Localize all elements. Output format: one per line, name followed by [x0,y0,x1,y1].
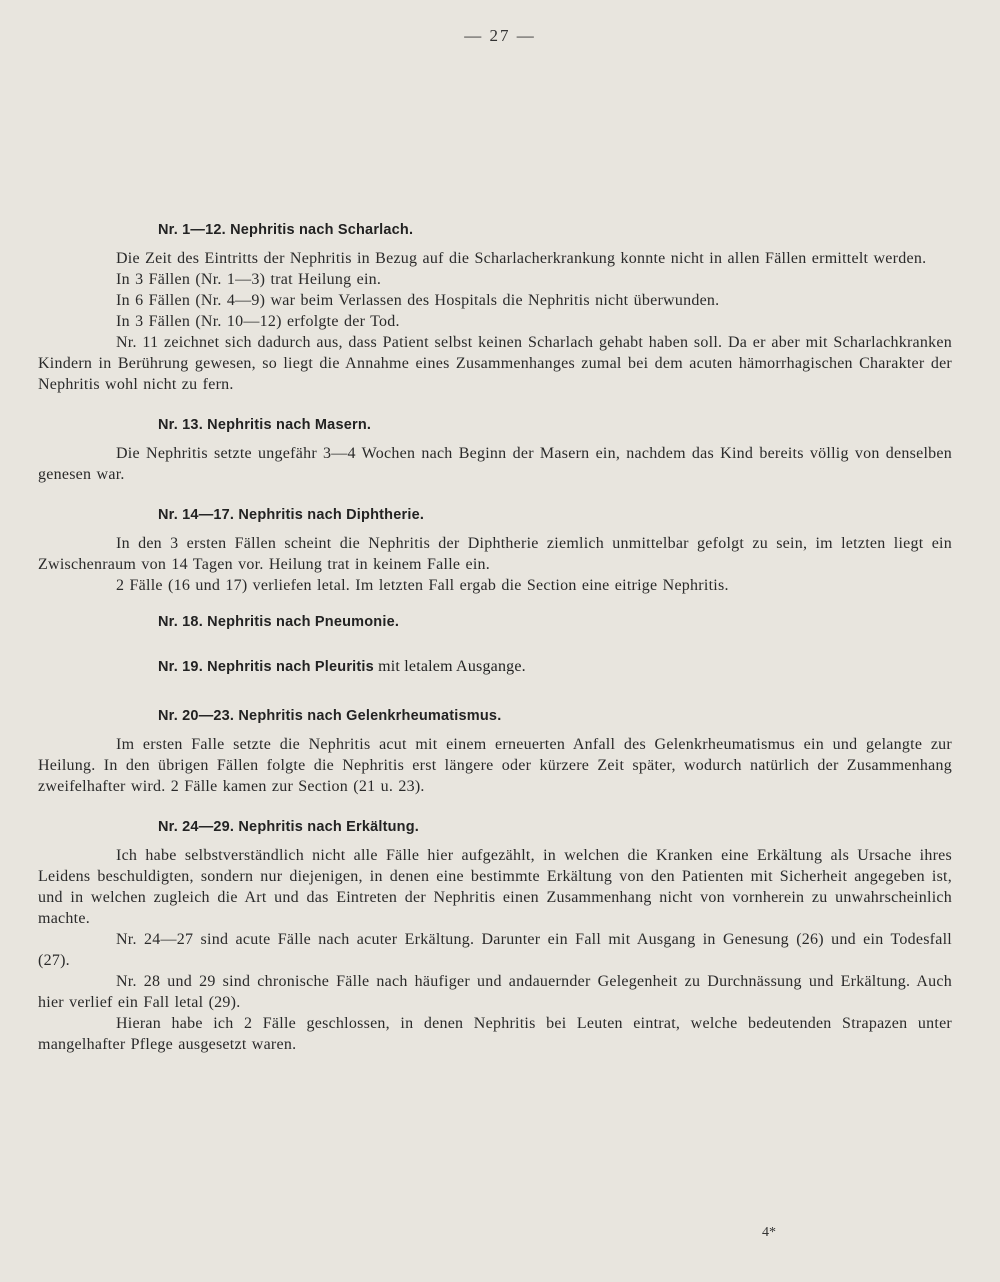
paragraph: Die Zeit des Eintritts der Nephritis in Bezug auf die Scharlacherkrankung konnte nicht in allen Fällen ermittelt werden. [116,250,927,267]
paragraph: Im ersten Falle setzte die Nephritis acut mit einem erneuerten Anfall des Gelenkrheumatismus ein und gelangte zur Heilung. In den übrigen Fällen folgte die Nephritis erst längere oder kürzere Zeit später, wodurch natürlich der Zusammenhang zweifelhafter wird. 2 Fälle kamen zur Section (21 u. 23). [38,736,952,795]
main-text [38,222,952,1055]
paragraph: Nr. 24—27 sind acute Fälle nach acuter Erkältung. Darunter ein Fall mit Ausgang in Genesung (26) und ein Todesfall (27). [38,931,952,969]
section-heading: Nr. 13. Nephritis nach Masern. [158,417,372,433]
spacer [38,686,952,708]
section-heading-rest: mit letalem Ausgange. [373,658,526,675]
section-heading: Nr. 24—29. Nephritis nach Erkältung. [158,819,420,835]
paragraph: In 6 Fällen (Nr. 4—9) war beim Verlassen des Hospitals die Nephritis nicht überwunden. [116,292,720,309]
spacer [38,797,952,819]
signature-mark: 4* [762,1225,776,1240]
paragraph: 2 Fälle (16 und 17) verliefen letal. Im letzten Fall ergab die Section eine eitrige Nephritis. [116,577,729,594]
spacer [38,596,952,614]
page-number: — 27 — [464,26,536,45]
paragraph: Hieran habe ich 2 Fälle geschlossen, in denen Nephritis bei Leuten eintrat, welche bedeutenden Strapazen unter mangelhafter Pflege ausgesetzt waren. [38,1015,952,1053]
spacer [38,640,952,658]
section-heading-bold: Nr. 19. Nephritis nach Pleuritis [158,659,374,675]
paragraph: In 3 Fällen (Nr. 1—3) trat Heilung ein. [116,271,382,288]
paragraph: Die Nephritis setzte ungefähr 3—4 Wochen nach Beginn der Masern ein, nachdem das Kind bereits völlig von denselben genesen war. [38,445,952,483]
paragraph: Ich habe selbstverständlich nicht alle Fälle hier aufgezählt, in welchen die Kranken eine Erkältung als Ursache ihres Leidens beschuldigten, sondern nur diejenigen, in denen eine bestimmte Erkältung von den Patienten mit Sicherheit angegeben ist, und in welchen zugleich die Art und das Eintreten der Nephritis einen Zusammenhang nicht von vornherein zu unwahrscheinlich machte. [38,847,952,927]
section-heading: Nr. 14—17. Nephritis nach Diphtherie. [158,507,425,523]
paragraph: In 3 Fällen (Nr. 10—12) erfolgte der Tod. [116,313,400,330]
section-heading: Nr. 1—12. Nephritis nach Scharlach. [158,222,414,238]
paragraph: In den 3 ersten Fällen scheint die Nephritis der Diphtherie ziemlich unmittelbar gefolgt zu sein, im letzten liegt ein Zwischenraum von 14 Tagen vor. Heilung trat in keinem Falle ein. [38,535,952,573]
section-heading: Nr. 18. Nephritis nach Pneumonie. [158,614,400,630]
paragraph: Nr. 11 zeichnet sich dadurch aus, dass Patient selbst keinen Scharlach gehabt haben soll. Da er aber mit Scharlachkranken Kindern in Berührung gewesen, so liegt die Annahme eines Zusammenhanges zumal bei dem acuten hämorrhagischen Charakter der Nephritis wohl nicht zu fern. [38,334,952,393]
section-heading: Nr. 20—23. Nephritis nach Gelenkrheumatismus. [158,708,502,724]
spacer [38,485,952,507]
spacer [38,395,952,417]
paragraph: Nr. 28 und 29 sind chronische Fälle nach häufiger und andauernder Gelegenheit zu Durchnässung und Erkältung. Auch hier verlief ein Fall letal (29). [38,973,952,1011]
section-heading [158,658,952,676]
